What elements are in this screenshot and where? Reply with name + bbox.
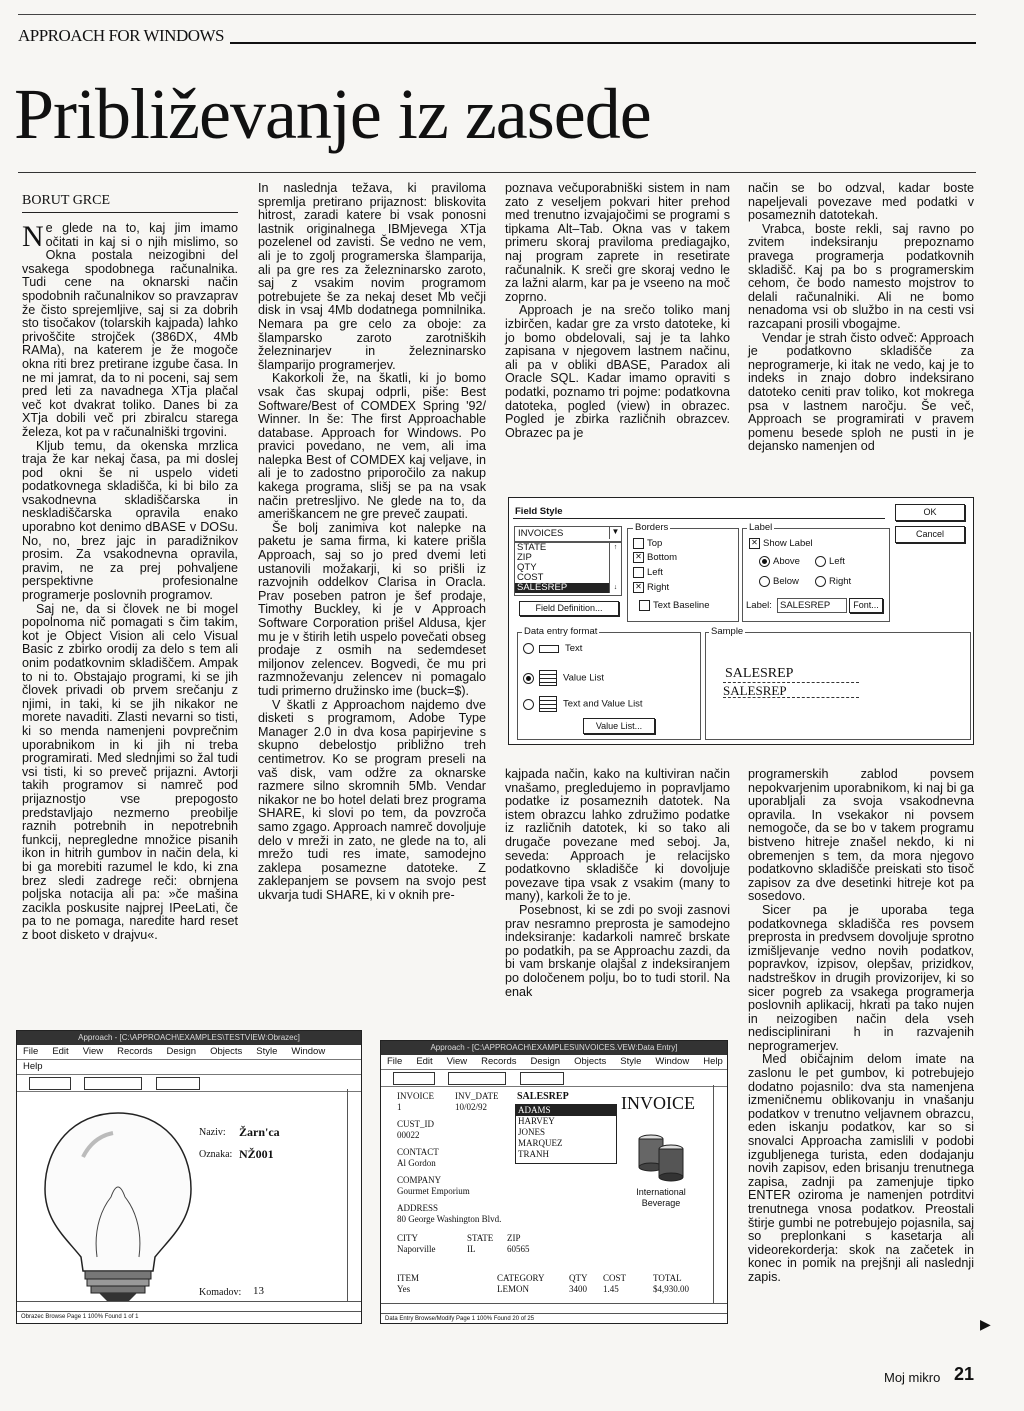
paragraph: Kakorkoli že, na škatli, ki jo bomo vsak čas skupaj odprli, piše: Best Software/Best of COMDEX Spring '92/ Winner. In še: The first Approachable database. Approach for Windows. Po pravici povedano, ne vem, ali ima nalepka Best of COMDEX kaj veljave, in ali je to zadostno priporočilo za nakup kakega programa, slišj se pa na vsak način pretresljivo. Ne glede na to, da ameriškancem ne gre preveč zaupati. [258,371,486,522]
menu-window[interactable]: Window [655,1056,690,1067]
record-edit-icon[interactable] [520,1072,564,1085]
menu-edit[interactable]: Edit [52,1046,69,1057]
vertical-scrollbar[interactable] [713,1085,728,1303]
list-item[interactable]: JONES [518,1127,546,1137]
field-label: Naziv: [199,1127,226,1138]
window-title-bar: Approach - [C:\APPROACH\EXAMPLES\TESTVIEW:Obrazec] [17,1031,361,1045]
chevron-down-icon: ▼ [609,527,621,539]
article-column-2 [258,182,486,1022]
below-radio[interactable]: Below [759,576,799,587]
author-byline: BORUT GRCE [22,193,111,208]
drop-cap: N [22,220,44,253]
window-title-bar: Approach - [C:\APPROACH\EXAMPLES\INVOICES.VEW:Data Entry] [381,1041,727,1055]
text-value-list-option[interactable]: Text and Value List [523,696,643,712]
menu-design[interactable]: Design [166,1046,197,1057]
article-column-3b [505,768,730,1018]
field-definition-button[interactable]: Field Definition... [519,601,619,616]
radio-selected[interactable] [523,673,534,684]
form-field: ZIP 60565 [507,1233,530,1254]
article-column-3 [505,182,730,482]
checkbox-checked[interactable]: ✕ [633,582,644,593]
list-item-selected[interactable]: SALESREP [515,583,609,593]
menu-objects[interactable]: Objects [574,1056,607,1067]
cancel-button[interactable]: Cancel [895,526,965,543]
menu-view[interactable]: View [446,1056,468,1067]
text-baseline-checkbox[interactable]: Text Baseline [639,600,710,611]
line-item-field: CATEGORY LEMON [497,1273,545,1294]
logo-text: International Beverage [636,1187,686,1208]
section-rule [230,42,976,44]
paragraph: način se bo odzval, kadar boste napeljevali povezave med podatki v posameznih datotekah. [748,181,974,223]
list-scrollbar[interactable]: ↑ ↓ [609,543,621,593]
list-item[interactable]: HARVEY [518,1116,555,1126]
radio[interactable] [523,643,534,654]
field-label: Oznaka: [199,1149,233,1160]
list-item[interactable]: COST [517,572,544,583]
paragraph: Med običajnim delom imate na zaslonu le pet gumbov, ki potrebujejo dodatno pojasnilo: dva sta namenjena izmeničnemu oblikovanju in vnašanju podatkov v trenutno veljavnem obrazcu, eden iskanju podatkov, kar so si snovalci Approacha zamislili v podobi izgubljenega turista, eden dodajanju novih zapisov, eden brisanju trenutnega zapisa, zadnji pa zamenjuje tipko ENTER oziroma je namenjen potrditvi trenutnega vnosa podatkov. Preostali štirje gumbi ne potrebujejo pojasnila, saj so preplonkani s kasetarja ali videorekorderja: skok na začetek in konec in pomik na prejšnji ali naslednji zapis. [748,1052,974,1284]
line-item-field: ITEM Yes [397,1273,419,1294]
border-left-checkbox[interactable]: Left [633,567,663,578]
border-right-checkbox[interactable]: ✕ Right [633,582,669,593]
checkbox-checked[interactable]: ✕ [749,538,760,549]
toolbar [381,1070,727,1087]
paragraph: Saj ne, da si človek ne bi mogel popolnoma nič pomagati s čim takim, kot je Object Vision ali celo Visual Basic z zbirko orodij za delo s tem ali onim podatkovnim skladiščem. Ampak to ni to. Obstajajo programi, ki se jih človek privadi ob prvem srečanju z njimi, in taki, ki se jih nikakor ne morete navaditi. Zlasti nevarni so tisti, ki so menda namenjeni povprečnim uporabnikom in ki jih ni treba programirati. Med slednjimi so žal tudi vsi tisti, ki so preveč prijazni. Avtorji takih programov si namreč pod prijaznostjo vse prepogosto predstavljajo nezmerno preobilje raznih potrebnih in nepotrebnih funkcij, nepregledne množice pisanih ikon in hitrih gumbov in način dela, ki bi ga morebiti razumel le kdo, ki zna brez sledi zadrege reči: obrnjena poljska notacija ali pa: »če mašina zacikla poskusite najprej IPeeLati, če pa to ne pomaga, naredite hard reset z boot disketo v drajvu«. [22,601,238,942]
paragraph: Kljub temu, da okenska mrzlica traja že kar nekaj časa, pa mi doslej pod okni še ni uspelo videti podatkovnega skladišča, ki bi bilo za vsakodnevna skladiščarska in neskladiščarska opravila enako uporabno kot denimo dBASE v DOSu. No, no, brez jajc in paradižnikov prosim. Za vsakodnevna opravila, pravim, ne za prej pohvaljene perspektivne profesionalne programerje poslovnih programov. [22,438,238,603]
paragraph: programerskih zablod povsem nepokvarjenim uporabnikom, ki naj bi ga uporabljali za svoja vsakodnevna opravila. In vsekakor ni povsem nemogoče, da se bo v takem programu bistveno hitreje znašel nekdo, ki ni obremenjen s tem, da mora njegovo podatkovno skladišče preiskati sto tisoč zapisov za dve desetinki hitreje kot pa sosedovo. [748,767,974,904]
continue-arrow-icon: ▶ [980,1316,991,1332]
paragraph-text: e glede na to, kaj jim imamo očitati in kaj si o njih mislimo, so Okna postala neizogibni del vsakega spodobnega računalnika. Tudi cene na oknarski način spodobnih računalnikov so pravzaprav že čisto sprejemljive, saj si za dobrih sto tisočakov (tolarskih kajpada) lahko privoščite strojček (386DX, 4Mb RAMa), na katerem je že mogoče okna riti brez pretirane izgube časa. In ne mi jamrat, da to ni poceni, saj sem pred leti za navadnega XTja plačal več kot dvakrat toliko. Danes bi za XTja dobili več pri zbiralcu starega železa, kot pa v računalniški trgovini. [22,221,238,439]
value-list-icon [539,670,557,686]
line-item-field: COST 1.45 [603,1273,627,1294]
toolbar [17,1075,361,1092]
checkbox[interactable] [639,600,650,611]
page-number: 21 [954,1364,975,1384]
menu-bar [17,1045,361,1060]
form-design-icon[interactable] [29,1077,71,1090]
record-edit-icon[interactable] [156,1077,200,1090]
menu-bar [381,1055,727,1070]
paragraph: In naslednja težava, ki praviloma spremlja pretirano prijaznost: bliskovita hitrost, zaradi katere bi vsak ponosni lastnik originalnega IBMjevega XTja pozelenel od zavisti. Še vedno ne vem, ali je to zgolj programerska šlamparija, ali pa gre res za železninarsko zaroto, saj z vsakim novim programom potrebujete še za nekaj deset Mb večji disk in vsaj 4Mb dodatnega pomnilnika. Nemara pa gre celo za oboje: za šlamparsko zaroto zarotniških železninarjev in železninarsko šlamparijo programerjev. [258,181,486,372]
list-item[interactable]: MARQUEZ [518,1138,563,1148]
paragraph: Vendar je strah čisto odveč: Approach je podatkovno skladišče za neprogramerje, ki itak ne vedo, kaj je to indeks in znajo dobro indeksirano datoteko ceniti prav toliko, kot mokrega psa v lastnem naročju. Še več, Approach se programirati v pravem pomenu besede sploh ne pusti in je dejansko namenjen od [748,330,974,454]
field-select[interactable] [514,526,622,542]
menu-design[interactable]: Design [530,1056,561,1067]
sample-group-label: Sample [711,626,744,637]
record-nav-icon[interactable] [448,1072,506,1085]
label-group-label: Label [749,522,773,533]
data-entry-group-label: Data entry format [524,626,598,637]
text-value-list-icon [539,696,557,712]
field-label: Komadov: [199,1287,242,1298]
menu-bar-2 [17,1060,361,1075]
checkbox-checked[interactable]: ✕ [633,552,644,563]
text-field-icon [539,645,559,653]
salesrep-dropdown[interactable] [515,1104,617,1164]
lightbulb-image [33,1107,203,1303]
article-column-4b [748,768,974,1338]
checkbox[interactable] [633,567,644,578]
radio[interactable] [523,699,534,710]
form-design-icon[interactable] [393,1072,435,1085]
list-item-selected[interactable]: ADAMS [516,1105,616,1116]
page-title: Približevanje iz zasede [14,74,651,154]
approach-window-invoice [380,1040,728,1324]
field-list[interactable] [514,542,622,596]
approach-window-lightbulb [16,1030,362,1324]
paragraph: Approach je na srečo toliko manj izbirčen, kadar gre za vrsto datoteke, ki jo bomo obdelovali, saj je ta lahko zapisana v njegovem lastnem načinu, ali pa v obliki dBASE, Paradox ali Oracle SQL. Kadar imamo opraviti s podatki, poznamo tri pojme: podatkovna datoteka, pogled (view) in obrazec. Pogled je zbirka različnih obrazcev. Obrazec pa je [505,303,730,440]
list-item[interactable]: STATE [517,542,547,553]
menu-style[interactable]: Style [256,1046,278,1057]
sample-field: SALESREP [723,682,859,698]
menu-help[interactable]: Help [23,1061,43,1072]
menu-view[interactable]: View [82,1046,104,1057]
menu-records[interactable]: Records [481,1056,517,1067]
form-field: INV_DATE 10/02/92 [455,1091,499,1112]
value-list-option[interactable]: Value List [523,670,604,686]
status-bar: Obrazec Browse Page 1 100% Found 1 of 1 [17,1311,361,1322]
menu-objects[interactable]: Objects [210,1046,243,1057]
form-field: CONTACT Al Gordon [397,1147,439,1168]
record-nav-icon[interactable] [84,1077,142,1090]
form-field: ADDRESS 80 George Washington Blvd. [397,1203,502,1224]
menu-file[interactable]: File [387,1056,403,1067]
menu-help[interactable]: Help [703,1056,723,1067]
paragraph: Sicer pa je uporaba tega podatkovnega skladišča res povsem preprosta in predvsem dovoljuje sprotno izmišljevanje vedno novih podatkov, popravkov, izpisov, olepšav, prizidkov, nadstreškov in drugih provizorijev, ki so sicer pogreb za vsakega programerja poslovnih aplikacij, hkrati pa tako nujen in neizogiben način dela vseh nedisciplinirani h in razvajenih neprogramerjev. [748,902,974,1053]
status-bar: Data Entry Browse/Modify Page 1 100% Found 20 of 25 [381,1313,727,1324]
sample-label-text: SALESREP [725,666,794,681]
label-prefix: Label: [746,600,772,611]
form-field: STATE IL [467,1233,494,1254]
borders-group-label: Borders [635,522,669,533]
article-column-4 [748,182,974,482]
value-list-button[interactable]: Value List... [583,718,655,734]
menu-file[interactable]: File [23,1046,39,1057]
radio[interactable] [815,556,826,567]
border-top-checkbox[interactable]: Top [633,538,662,549]
font-button[interactable]: Font... [849,598,883,613]
paragraph: kajpada način, kako na kultiviran način vnašamo, pregledujemo in popravljamo podatke iz posameznih datotek. Na istem obrazcu lahko združimo podatke iz različnih datotek, ki so tako ali drugače povezane med seboj. Ja, seveda: Approach je relacijsko podatkovno skladišče ki dovoljuje povezave tipa vsak z vsakim (many to many), karkoli že to je. [505,767,730,904]
menu-style[interactable]: Style [620,1056,642,1067]
text-format-option[interactable]: Text [523,643,582,654]
form-field: CUST_ID 00022 [397,1119,435,1140]
field-value[interactable]: NŽ001 [239,1147,274,1161]
checkbox[interactable] [633,538,644,549]
list-item[interactable]: ZIP [517,552,532,563]
menu-records[interactable]: Records [117,1046,153,1057]
ok-button[interactable]: OK [895,504,965,521]
section-label: APPROACH FOR WINDOWS [18,26,224,45]
form-field: COMPANY Gourmet Emporium [397,1175,470,1196]
title-rule [18,172,976,173]
paragraph: Posebnost, ki se zdi po svoji zasnovi prav nesramno preprosta je samodejno indeksiranje: kadarkoli namreč brskate po podatkih, pa se Approachu zazdi, da bi vam brskanje olajšal z indeksiranjem po določenem polju, bo to tudi storil. Na enak [505,902,730,999]
paragraph: V škatli z Approachom najdemo dve disketi s programom, Adobe Type Manager 2.0 in dva kosa papirjevine s skupno debelostjo približno treh centimetrov. Ko se program preseli na vaš disk, vam odžre za oknarske razmere silno skromnih 5Mb. Vendar nikakor ne bo hotel delati brez programa SHARE, ki slovi po tem, da povzroča samo zgago. Approach namreč dovoljuje delo v mreži in zato, ne glede na to, ali mrežo tudi res imate, samodejno zaklepa posamezne datoteke. Z zaklepanjem se povsem na svojo pest ukvarja tudi SHARE, ki v oknih pre- [258,697,486,902]
paragraph: Še bolj zanimiva kot nalepke na paketu je sama firma, ki katere prišla Approach, saj so jo pred dvemi leti ustanovili možakarji, ki so prišli iz razvojnih oddelkov Clarisa in Oracla. Prav poseben patron je šef prodaje, Timothy Buckley, ki je v Approach Software Corporation prišel Aldusa, kjer mu je v štirih letih uspelo povečati obseg prodaje z osmih na sedemdeset miljonov zelencev. Bogvedi, če mu pri razmnoževanju zelencev ni pomagalo tudi primerno družinsko ime (buck=$). [258,520,486,698]
radio[interactable] [815,576,826,587]
label-input[interactable]: SALESREP [777,598,847,613]
field-value[interactable]: 13 [253,1285,264,1297]
form-field: CITY Naporville [397,1233,436,1254]
list-item[interactable]: TRANH [518,1149,549,1159]
menu-window[interactable]: Window [291,1046,326,1057]
show-label-checkbox[interactable]: ✕ Show Label [749,538,813,549]
top-hairline [18,14,976,15]
paragraph [22,222,238,440]
dialog-title-rule [513,518,885,519]
line-item-field: QTY 3400 [569,1273,588,1294]
author-rule [22,212,238,213]
menu-edit[interactable]: Edit [416,1056,433,1067]
salesrep-label: SALESREP [517,1091,569,1102]
form-field: INVOICE 1 [397,1091,434,1112]
article-column-1 [22,222,238,1022]
dialog-title: Field Style [515,506,563,517]
field-style-dialog [508,497,974,745]
above-radio[interactable]: Above [759,556,800,567]
beverage-logo [627,1129,691,1185]
vertical-scrollbar[interactable] [347,1089,362,1301]
invoice-heading: INVOICE [621,1093,695,1113]
field-select-value: INVOICES [518,528,564,539]
border-bottom-checkbox[interactable]: ✕ Bottom [633,552,677,563]
magazine-name: Moj mikro [884,1370,941,1385]
list-item[interactable]: QTY [517,562,537,573]
radio-selected[interactable] [759,556,770,567]
field-value[interactable]: Žarn'ca [239,1125,280,1139]
paragraph: poznava večuporabniški sistem in nam zato z veseljem pokvari hiter prehod med trenutno izvajajočimi se programi s tipkama Alt–Tab. Okna vas v takem primeru skoraj praviloma prediagajko, naj program zaprete in resetirate računalnik. K sreči gre skoraj vedno le za lažni alarm, kar pa je vseeno na moč zoprno. [505,181,730,304]
right-radio[interactable]: Right [815,576,851,587]
line-item-field: TOTAL $4,930.00 [653,1273,689,1294]
paragraph: Vrabca, boste rekli, saj ravno po zvitem indeksiranju prepoznamo pravega programerja podatkovnih skladišč. Kaj pa bo s programerskim cehom, če bodo namesto mojstrov to delali računalniki. Ali ne bomo nenadoma vsi ob službo in na cesti vsi razcapani prosili vbogajme. [748,221,974,331]
radio[interactable] [759,576,770,587]
left-radio[interactable]: Left [815,556,845,567]
